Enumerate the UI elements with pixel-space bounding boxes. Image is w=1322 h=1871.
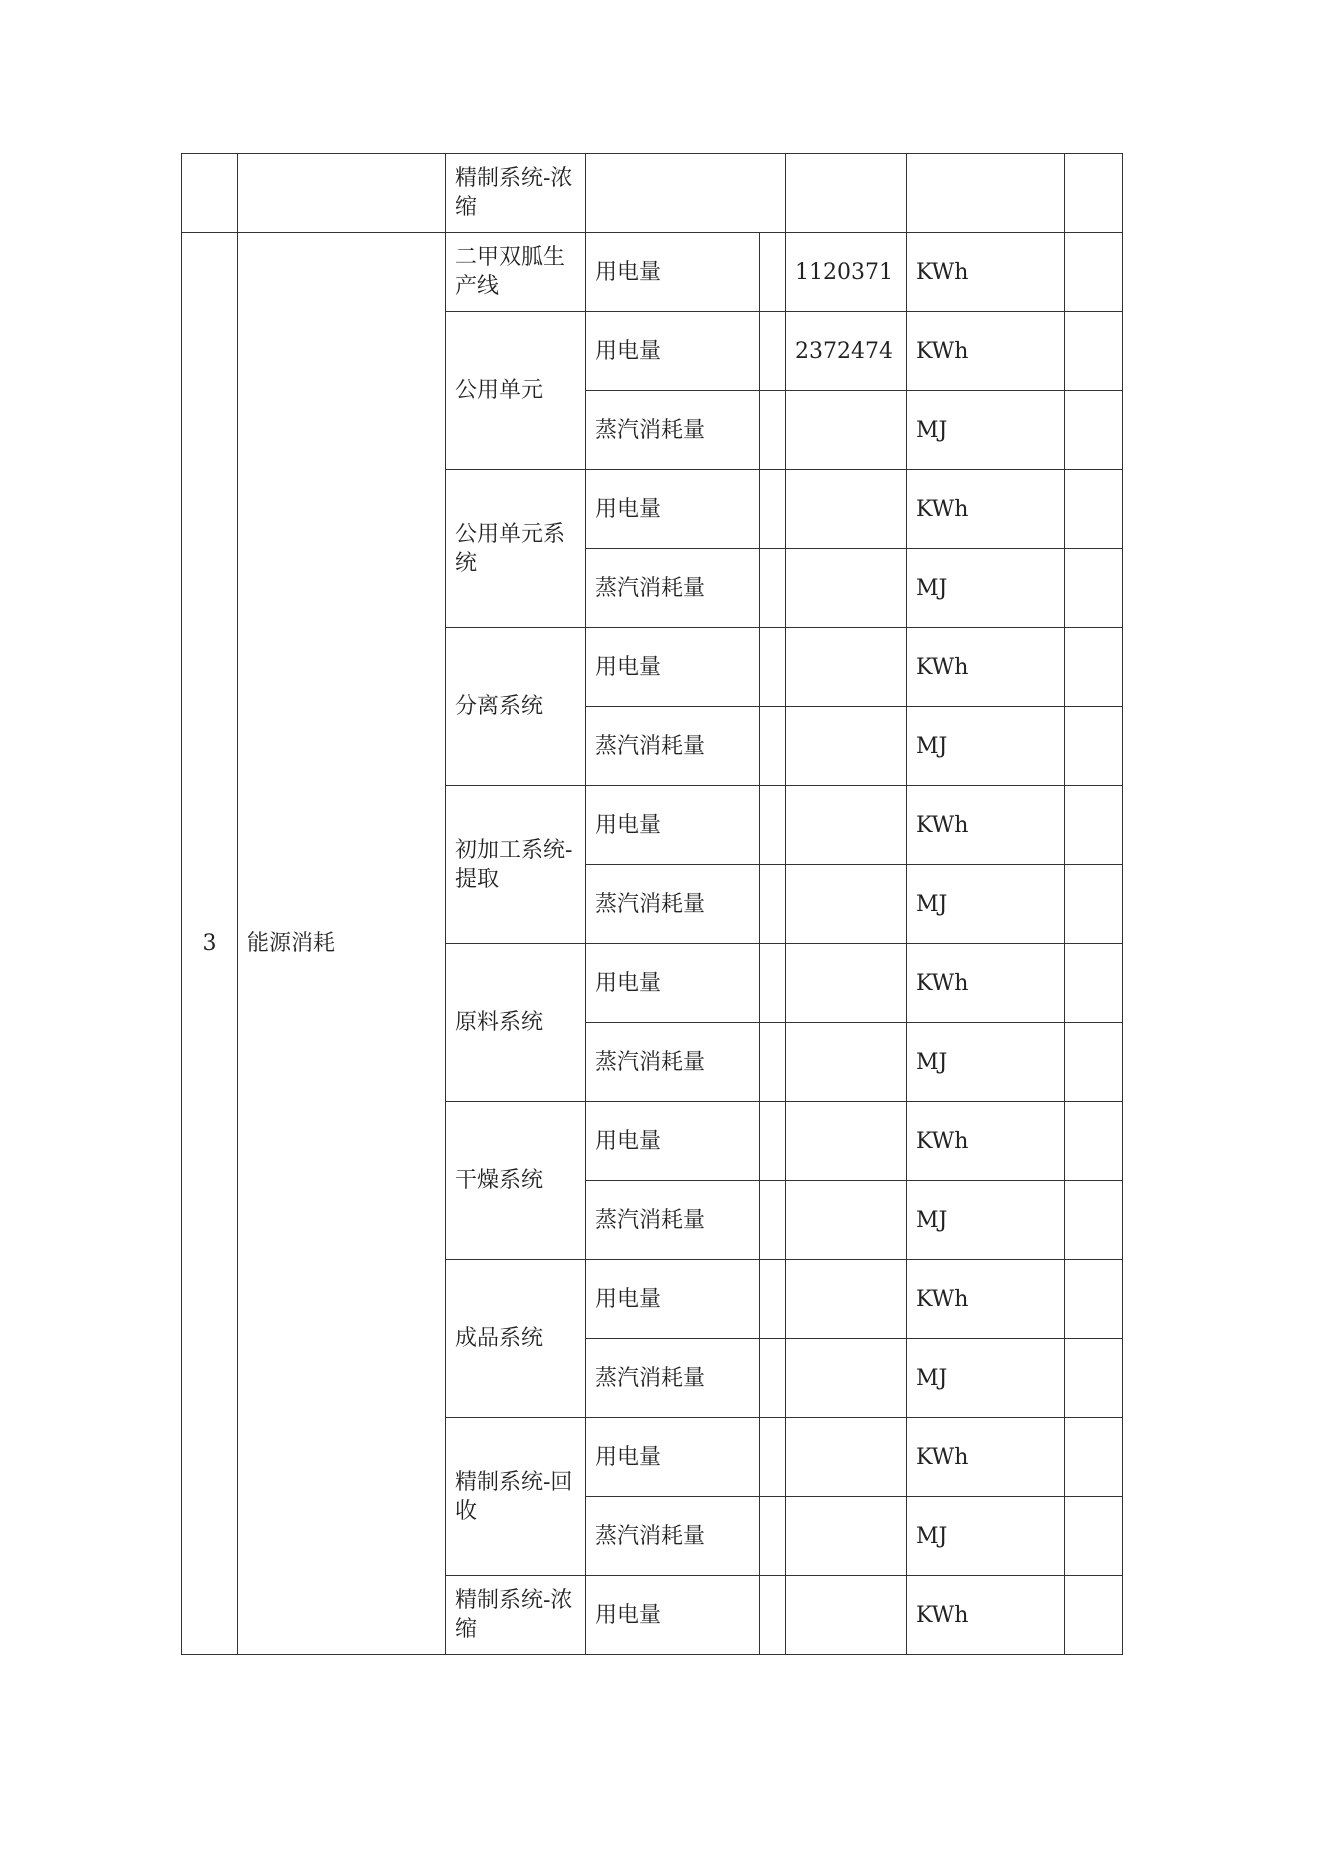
system-name: 初加工系统-提取 [446, 786, 586, 944]
value-cell [786, 470, 907, 549]
item-name: 用电量 [586, 786, 760, 865]
spacer-cell [760, 944, 786, 1023]
value-cell [786, 1418, 907, 1497]
system-name: 分离系统 [446, 628, 586, 786]
unit-cell: KWh [907, 1576, 1065, 1655]
value-cell: 2372474 [786, 312, 907, 391]
item-name: 用电量 [586, 233, 760, 312]
spacer-cell [760, 1260, 786, 1339]
value-cell [786, 1102, 907, 1181]
unit-cell: MJ [907, 391, 1065, 470]
section-number: 3 [182, 233, 238, 1655]
unit-cell [907, 154, 1065, 233]
value-cell [786, 944, 907, 1023]
remark-cell [1065, 707, 1123, 786]
spacer-cell [760, 1339, 786, 1418]
value-cell [786, 1497, 907, 1576]
item-name: 用电量 [586, 470, 760, 549]
item-name: 用电量 [586, 944, 760, 1023]
value-cell [786, 391, 907, 470]
unit-cell: MJ [907, 865, 1065, 944]
remark-cell [1065, 391, 1123, 470]
system-cell: 精制系统-浓缩 [446, 154, 586, 233]
item-name: 用电量 [586, 1102, 760, 1181]
system-name: 公用单元 [446, 312, 586, 470]
system-name: 干燥系统 [446, 1102, 586, 1260]
value-cell: 1120371 [786, 233, 907, 312]
item-name: 蒸汽消耗量 [586, 1497, 760, 1576]
remark-cell [1065, 1418, 1123, 1497]
remark-cell [1065, 1102, 1123, 1181]
unit-cell: KWh [907, 786, 1065, 865]
category-cell [238, 154, 446, 233]
unit-cell: MJ [907, 1339, 1065, 1418]
remark-cell [1065, 1260, 1123, 1339]
remark-cell [1065, 865, 1123, 944]
item-name: 用电量 [586, 628, 760, 707]
item-name: 用电量 [586, 1260, 760, 1339]
remark-cell [1065, 786, 1123, 865]
value-cell [786, 549, 907, 628]
value-cell [786, 1260, 907, 1339]
spacer-cell [760, 1102, 786, 1181]
spacer-cell [760, 1418, 786, 1497]
remark-cell [1065, 549, 1123, 628]
spacer-cell [760, 786, 786, 865]
spacer-cell [760, 233, 786, 312]
unit-cell: MJ [907, 707, 1065, 786]
item-name: 用电量 [586, 312, 760, 391]
spacer-cell [760, 1497, 786, 1576]
system-name: 成品系统 [446, 1260, 586, 1418]
remark-cell [1065, 1576, 1123, 1655]
remark-cell [1065, 1023, 1123, 1102]
item-cell [586, 154, 786, 233]
number-cell [182, 154, 238, 233]
unit-cell: MJ [907, 1023, 1065, 1102]
table-row [182, 154, 1123, 233]
value-cell [786, 1023, 907, 1102]
item-name: 蒸汽消耗量 [586, 865, 760, 944]
value-cell [786, 1576, 907, 1655]
remark-cell [1065, 1497, 1123, 1576]
unit-cell: MJ [907, 549, 1065, 628]
table-row [182, 233, 1123, 312]
remark-cell [1065, 470, 1123, 549]
unit-cell: KWh [907, 470, 1065, 549]
item-name: 蒸汽消耗量 [586, 391, 760, 470]
system-name: 精制系统-回收 [446, 1418, 586, 1576]
value-cell [786, 786, 907, 865]
item-name: 蒸汽消耗量 [586, 707, 760, 786]
unit-cell: KWh [907, 1102, 1065, 1181]
value-cell [786, 628, 907, 707]
system-name: 公用单元系统 [446, 470, 586, 628]
value-cell [786, 865, 907, 944]
item-name: 蒸汽消耗量 [586, 1339, 760, 1418]
unit-cell: KWh [907, 1418, 1065, 1497]
spacer-cell [760, 312, 786, 391]
remark-cell [1065, 154, 1123, 233]
value-cell [786, 1181, 907, 1260]
item-name: 蒸汽消耗量 [586, 1181, 760, 1260]
remark-cell [1065, 312, 1123, 391]
system-name: 原料系统 [446, 944, 586, 1102]
energy-consumption-table [181, 153, 1123, 1655]
remark-cell [1065, 1339, 1123, 1418]
spacer-cell [760, 391, 786, 470]
value-cell [786, 707, 907, 786]
spacer-cell [760, 470, 786, 549]
unit-cell: KWh [907, 944, 1065, 1023]
value-cell [786, 1339, 907, 1418]
item-name: 蒸汽消耗量 [586, 549, 760, 628]
spacer-cell [760, 865, 786, 944]
section-category: 能源消耗 [238, 233, 446, 1655]
remark-cell [1065, 944, 1123, 1023]
unit-cell: MJ [907, 1181, 1065, 1260]
item-name: 用电量 [586, 1576, 760, 1655]
unit-cell: KWh [907, 628, 1065, 707]
unit-cell: KWh [907, 1260, 1065, 1339]
spacer-cell [760, 707, 786, 786]
remark-cell [1065, 628, 1123, 707]
spacer-cell [760, 549, 786, 628]
value-cell [786, 154, 907, 233]
spacer-cell [760, 1181, 786, 1260]
remark-cell [1065, 233, 1123, 312]
system-name: 二甲双胍生产线 [446, 233, 586, 312]
unit-cell: MJ [907, 1497, 1065, 1576]
item-name: 蒸汽消耗量 [586, 1023, 760, 1102]
spacer-cell [760, 1023, 786, 1102]
unit-cell: KWh [907, 312, 1065, 391]
spacer-cell [760, 628, 786, 707]
item-name: 用电量 [586, 1418, 760, 1497]
unit-cell: KWh [907, 233, 1065, 312]
spacer-cell [760, 1576, 786, 1655]
system-name: 精制系统-浓缩 [446, 1576, 586, 1655]
remark-cell [1065, 1181, 1123, 1260]
